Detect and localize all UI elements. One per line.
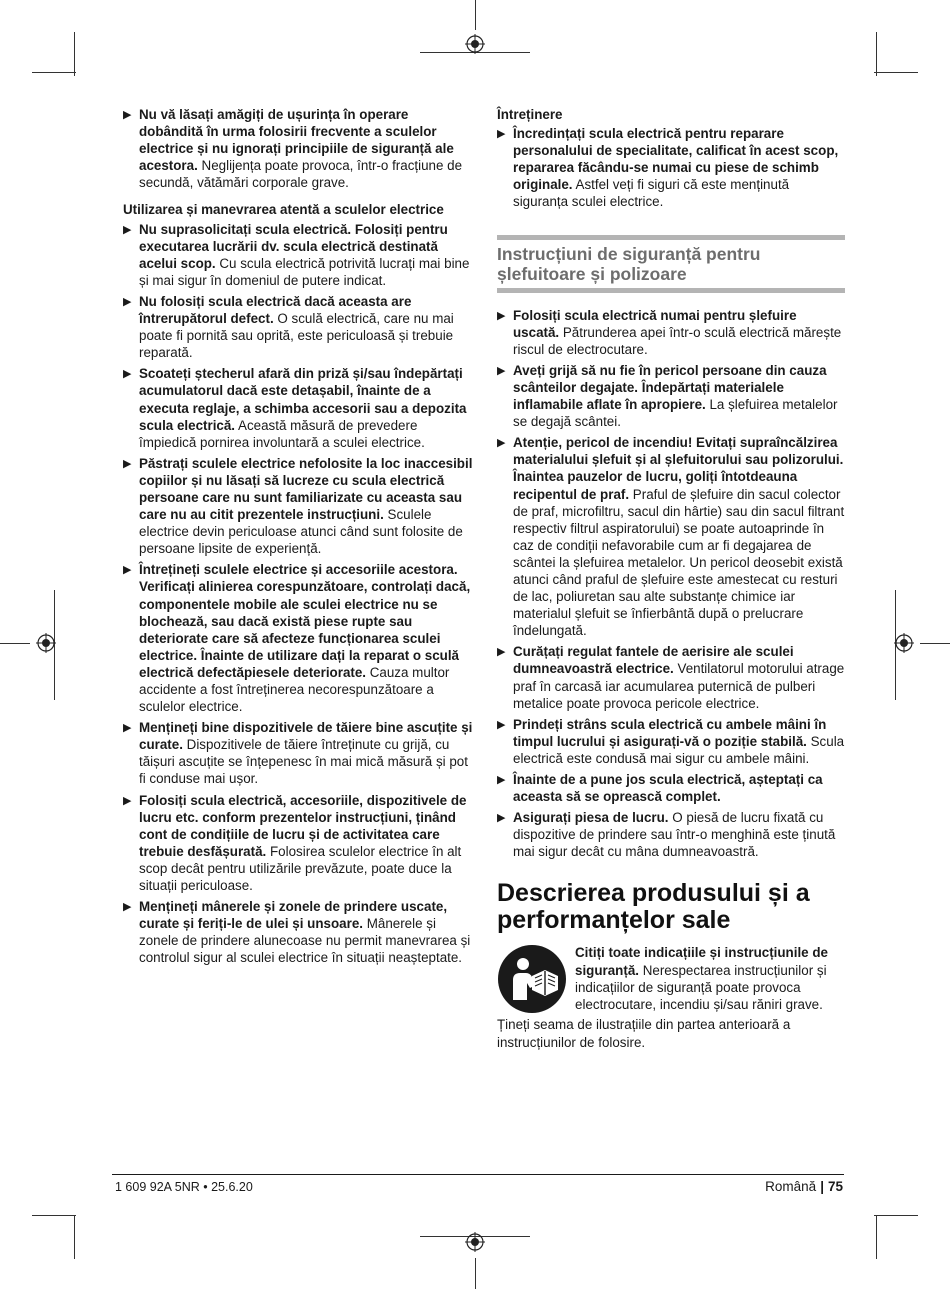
bullet-triangle-icon: ▶	[123, 368, 132, 381]
item-bold: Asigurați piesa de lucru.	[513, 810, 669, 826]
crop-mark	[32, 1215, 76, 1216]
bullet-triangle-icon: ▶	[497, 309, 506, 322]
item-text: Mânerele și zonele de prindere alunecoase nu permit manevrarea și controlul sigur al sculei electrice în situații neașteptate.	[139, 916, 471, 966]
item-bold: Nu vă lăsați amăgiți de ușurința în operare dobândită în urma folosirii frecvente a sculelor electrice și nu ignorați principiile de siguranță ale acestora.	[139, 107, 454, 174]
crop-mark	[74, 1215, 75, 1259]
item-bold: Folosiți scula electrică, accesoriile, dispozitivele de lucru etc. conform prezentelor instrucțiuni, ținând cont de condițiile de lucru și de activitatea care trebuie desfășurată.	[139, 792, 467, 859]
page-number: 75	[827, 1179, 843, 1194]
crop-mark	[920, 643, 950, 644]
safety-item	[497, 434, 845, 639]
safety-item	[123, 221, 473, 289]
item-bold: Mențineți mânerele și zonele de prindere uscate, curate și feriți-le de ulei și unsoare.	[139, 899, 448, 932]
registration-mark-icon	[36, 633, 56, 653]
read-manual-notice	[497, 944, 845, 1014]
footer-doc-code: 1 609 92A 5NR • 25.6.20	[115, 1180, 253, 1194]
item-bold: Folosiți scula electrică numai pentru șlefuire uscată.	[513, 307, 797, 340]
read-manual-icon	[497, 944, 567, 1014]
registration-mark-icon	[465, 34, 485, 54]
item-bold: Scoateți ștecherul afară din priză și/sau îndepărtați acumulatorul dacă este detașabil, înainte de a executa reglaje, a schimba accesorii sau a depozita scula electrică.	[139, 366, 467, 433]
bullet-triangle-icon: ▶	[497, 128, 506, 141]
safety-item	[123, 106, 473, 191]
item-bold: Curățați regulat fantele de aerisire ale sculei dumneavoastră electrice.	[513, 644, 794, 677]
footer-rule	[112, 1174, 844, 1175]
item-text: Neglijența poate provoca, într-o fracțiune de secundă, vătămări corporale grave.	[139, 158, 463, 191]
read-manual-text	[575, 944, 845, 1012]
item-text: Cu scula electrică potrivită lucrați mai bine și mai sigur în domeniul de putere indicat.	[139, 255, 470, 288]
item-text: Astfel veți fi siguri că este menținută siguranța sculei electrice.	[513, 177, 790, 210]
item-bold: Atenție, pericol de incendiu! Evitați supraîncălzirea materialului șlefuit și al șlefuitorului sau polizorului. Înaintea pauzelor de lucru, goliți întotdeauna recipentul de praf.	[513, 435, 844, 502]
left-column	[123, 106, 473, 971]
bullet-triangle-icon: ▶	[123, 223, 132, 236]
bullet-triangle-icon: ▶	[497, 364, 506, 377]
crop-mark	[32, 72, 76, 73]
safety-item	[123, 455, 473, 558]
footer-separator: |	[820, 1179, 824, 1194]
item-bold: Păstrați sculele electrice nefolosite la loc inaccesibil copiilor și nu lăsați să lucreze cu scula electrică persoane care nu sunt familiarizate cu aceasta sau care nu au citit prezentele instrucțiuni.	[139, 455, 473, 523]
item-text: Această măsură de prevedere împiedică pornirea involuntară a sculei electrice.	[139, 417, 425, 450]
registration-mark-icon	[894, 633, 914, 653]
right-column	[497, 106, 845, 1051]
item-bold: Întrețineți sculele electrice și accesoriile acestora. Verificați alinierea corespunzătoare, controlați dacă, componentele mobile ale sculei electrice nu se blochează, sau dacă există piese rupte sau deteriorate care să afecteze funcționarea sculei electrice. Înainte de utilizare dați la reparat o sculă electrică defectăpiesele deteriorate.	[139, 562, 471, 680]
crop-mark	[874, 72, 918, 73]
bullet-triangle-icon: ▶	[497, 646, 506, 659]
safety-item	[497, 716, 845, 767]
item-text: Pătrunderea apei într-o sculă electrică mărește riscul de electrocutare.	[513, 324, 842, 357]
illustrations-note: Țineți seama de ilustrațiile din partea anterioară a instrucțiunilor de folosire.	[497, 1017, 791, 1050]
item-bold: Prindeți strâns scula electrică cu ambele mâini în timpul lucrului și asigurați-vă o poziție stabilă.	[513, 716, 827, 749]
item-text: Dispozitivele de tăiere întreținute cu grijă, cu tăișuri ascuțite se înțepenesc în mai mică măsură și pot fi conduse mai ușor.	[139, 737, 468, 787]
safety-item	[497, 643, 845, 711]
item-bold: Nu folosiți scula electrică dacă aceasta are întrerupătorul defect.	[139, 293, 412, 327]
item-bold: Mențineți bine dispozitivele de tăiere bine ascuțite și curate.	[139, 720, 473, 753]
item-bold: Citiți toate indicațiile și instrucțiunile de siguranță.	[575, 945, 828, 978]
safety-item	[123, 365, 473, 450]
item-text: Folosirea sculelor electrice în alt scop decât pentru utilizările prevăzute, poate duce la situații periculoase.	[139, 843, 462, 894]
crop-mark	[74, 32, 75, 76]
safety-item	[497, 771, 845, 805]
bullet-triangle-icon: ▶	[123, 457, 132, 470]
bullet-triangle-icon: ▶	[123, 794, 132, 807]
footer-language: Română	[765, 1179, 817, 1194]
registration-mark-icon	[465, 1232, 485, 1252]
item-text: Ventilatorul motorului atrage praf în carcasă iar acumularea puternică de pulberi metalice poate provoca pericole electrice.	[513, 661, 845, 711]
safety-item	[497, 809, 845, 860]
crop-mark	[475, 0, 476, 30]
bullet-triangle-icon: ▶	[123, 295, 132, 308]
bullet-triangle-icon: ▶	[497, 437, 506, 450]
safety-item	[123, 719, 473, 787]
safety-item	[497, 307, 845, 358]
safety-item	[497, 362, 845, 430]
product-description-heading: Descrierea produsului și a performanțelor sale	[497, 879, 810, 935]
item-text: Scula electrică este condusă mai sigur cu ambele mâini.	[513, 733, 845, 766]
bullet-triangle-icon: ▶	[123, 564, 132, 577]
item-text: O piesă de lucru fixată cu dispozitive de prindere sau într-o menghină este ținută mai sigur decât cu mâna dumneavoastră.	[513, 810, 836, 860]
safety-item	[123, 792, 473, 895]
bullet-triangle-icon: ▶	[123, 901, 132, 914]
item-bold: Încredințați scula electrică pentru reparare personalului de specialitate, calificat în acest scop, repararea făcându-se numai cu piese de schimb originale.	[513, 126, 839, 193]
item-text: Cauza multor accidente a fost întreținerea necorespunzătoare a sculelor electrice.	[139, 664, 450, 715]
maintenance-item	[497, 125, 845, 210]
crop-mark	[876, 32, 877, 76]
crop-mark	[874, 1215, 918, 1216]
item-bold: Aveți grijă să nu fie în pericol persoane din cauza scânteilor degajate. Îndepărtați materialele inflamabile aflate în apropiere.	[513, 362, 827, 413]
item-bold: Înainte de a pune jos scula electrică, așteptați ca aceasta să se oprească complet.	[513, 772, 823, 805]
safety-item	[123, 898, 473, 966]
item-bold: Nu suprasolicitați scula electrică. Folosiți pentru executarea lucrării dv. scula electrică destinată acelui scop.	[139, 221, 448, 271]
item-text: O sculă electrică, care nu mai poate fi pornită sau oprită, este periculoasă și trebuie reparată.	[139, 311, 454, 361]
bullet-triangle-icon: ▶	[123, 722, 132, 735]
maintenance-heading: Întreținere	[497, 107, 563, 122]
safety-item	[123, 561, 473, 715]
bullet-triangle-icon: ▶	[497, 718, 506, 731]
item-text: La șlefuirea metalelor se degajă scântei.	[513, 397, 838, 430]
subsection-heading: Utilizarea și manevrarea atentă a sculelor electrice	[123, 202, 444, 218]
bullet-triangle-icon: ▶	[497, 812, 506, 825]
item-text: Nerespectarea instrucțiunilor și indicațiilor de siguranță poate provoca electrocutare, incendiu și/sau răniri grave.	[575, 962, 827, 1012]
bullet-triangle-icon: ▶	[123, 109, 132, 121]
bullet-triangle-icon: ▶	[497, 774, 506, 786]
item-text: Sculele electrice devin periculoase atunci când sunt folosite de persoane lipsite de experiență.	[139, 507, 463, 557]
crop-mark	[475, 1258, 476, 1289]
safety-item	[123, 293, 473, 361]
item-text: Praful de șlefuire din sacul colector de praf, microfiltru, sacul din hârtie) sau din sacul filtrant respectiv filtrul aspiratorului) se poate autoaprinde în caz de condiții nefavorabile cum ar fi degajarea de scântei la șlefuirea metalelor. Un pericol deosebit există atunci când praful de șlefuire este amestecat cu resturi de lac, poliuretan sau alte substanțe chimice iar materialul șlefuit se înfierbântă după o prelucrare îndelungată.	[513, 486, 845, 639]
crop-mark	[0, 643, 30, 644]
crop-mark	[876, 1215, 877, 1259]
section-heading-sanders: Instrucțiuni de siguranță pentru șlefuitoare și polizoare	[497, 235, 845, 293]
footer-page-info	[765, 1179, 843, 1194]
